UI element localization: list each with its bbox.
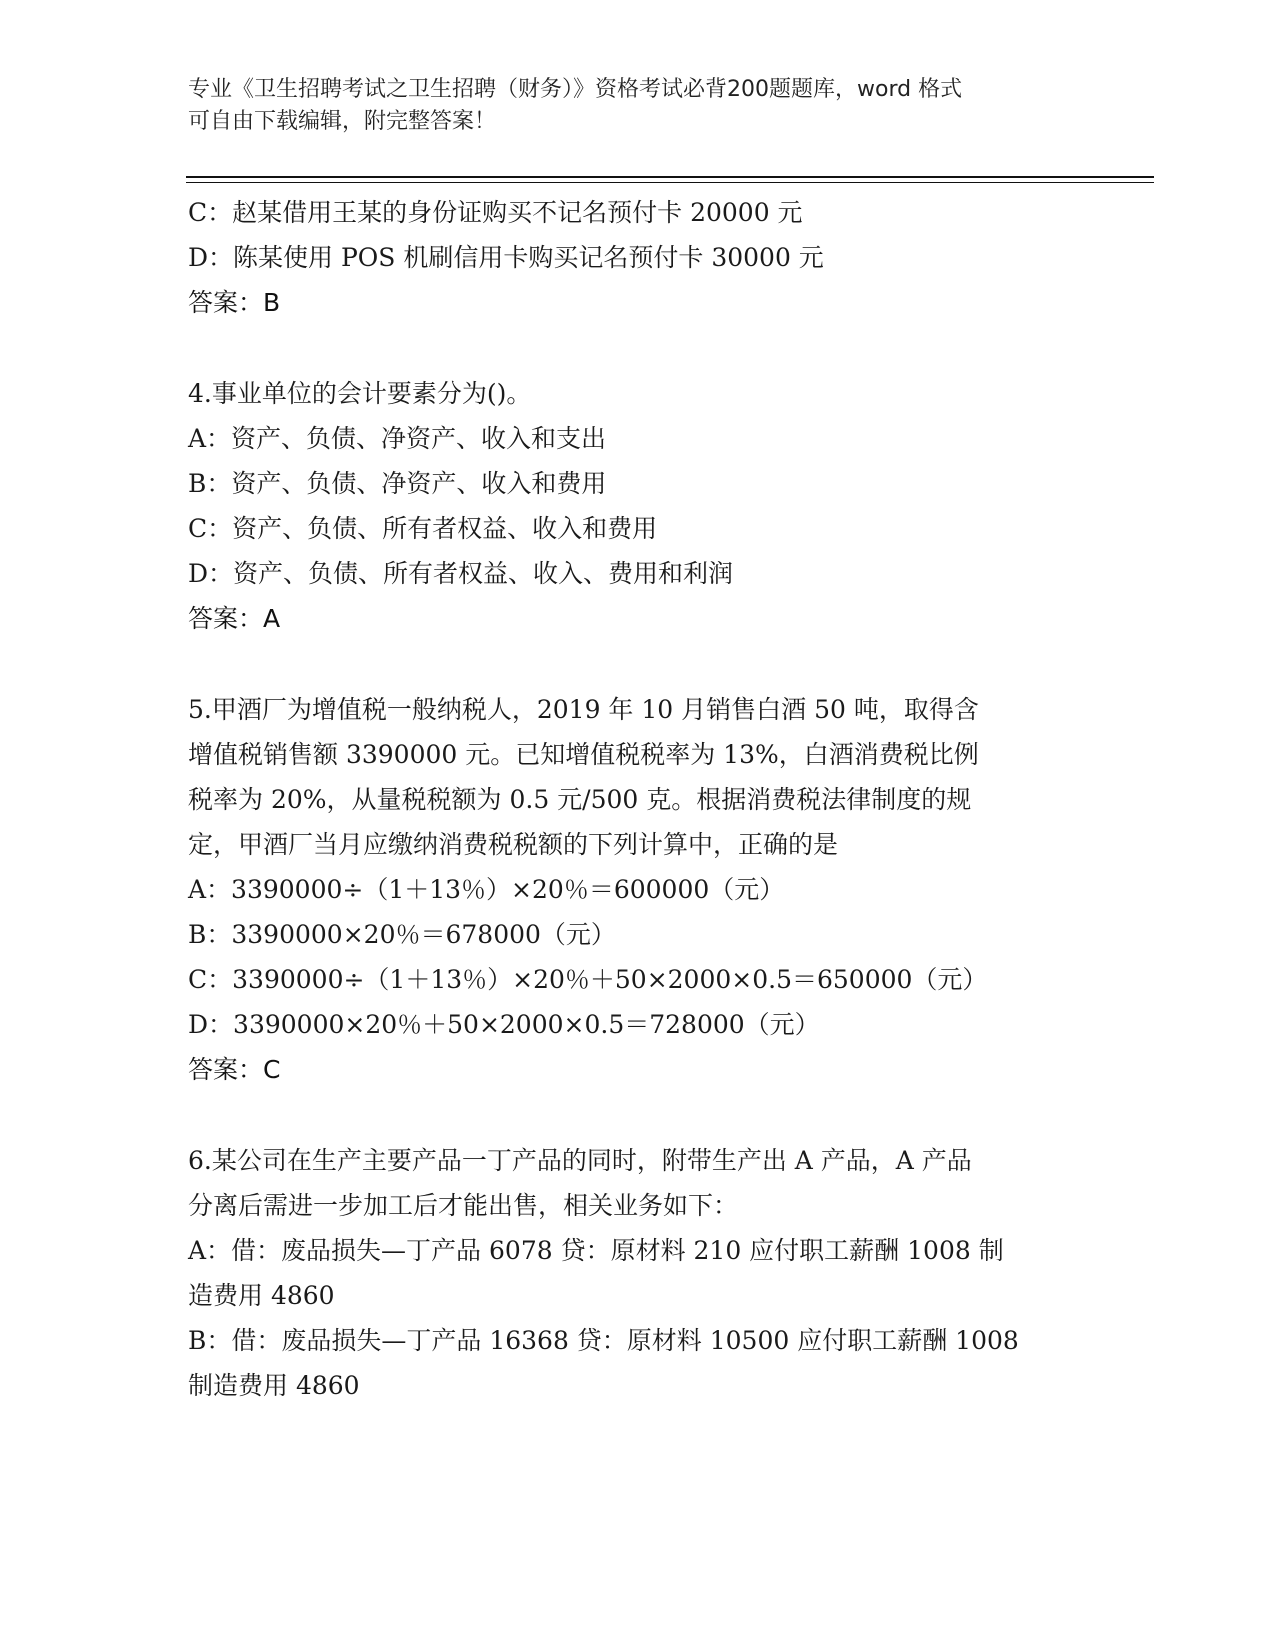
header-divider-thin [186,182,1154,183]
question-stem-line-2: 分离后需进一步加工后才能出售，相关业务如下： [188,1191,739,1220]
option-b-line-2: 制造费用 4860 [188,1371,360,1400]
question-stem: 4.事业单位的会计要素分为()。 [188,379,532,408]
option-d: D：资产、负债、所有者权益、收入、费用和利润 [188,559,734,588]
option-c: C：资产、负债、所有者权益、收入和费用 [188,514,658,543]
question-4 [188,371,1088,641]
question-stem-line-2: 增值税销售额 3390000 元。已知增值税税率为 13%，白酒消费税比例 [188,740,979,769]
document-header [188,74,1068,138]
option-c: C：3390000÷（1＋13％）×20％＋50×2000×0.5＝650000（元） [188,965,988,994]
answer-label: 答案：B [188,288,281,317]
answer-label: 答案：C [188,1055,281,1084]
question-stem-line-1: 6.某公司在生产主要产品一丁产品的同时，附带生产出 A 产品，A 产品 [188,1146,972,1175]
header-title-line-2: 可自由下载编辑，附完整答案！ [188,109,497,134]
option-c: C：赵某借用王某的身份证购买不记名预付卡 20000 元 [188,198,803,227]
question-5 [188,687,1088,1092]
question-stem-line-4: 定，甲酒厂当月应缴纳消费税税额的下列计算中，正确的是 [188,830,839,859]
header-divider-thick [186,176,1154,178]
option-a-line-1: A：借：废品损失—丁产品 6078 贷：原材料 210 应付职工薪酬 1008 制 [188,1236,1004,1265]
option-b-line-1: B：借：废品损失—丁产品 16368 贷：原材料 10500 应付职工薪酬 1008 [188,1326,1019,1355]
header-title-line-1: 专业《卫生招聘考试之卫生招聘（财务）》资格考试必背200题题库，word 格式 [188,77,963,102]
option-b: B：资产、负债、净资产、收入和费用 [188,469,607,498]
answer-label: 答案：A [188,604,281,633]
option-a-line-2: 造费用 4860 [188,1281,335,1310]
question-6 [188,1138,1088,1408]
option-a: A：资产、负债、净资产、收入和支出 [188,424,607,453]
question-3-tail [188,190,1088,325]
option-b: B：3390000×20％＝678000（元） [188,920,616,949]
question-stem-line-1: 5.甲酒厂为增值税一般纳税人，2019 年 10 月销售白酒 50 吨，取得含 [188,695,979,724]
option-d: D：3390000×20％＋50×2000×0.5＝728000（元） [188,1010,820,1039]
option-d: D：陈某使用 POS 机刷信用卡购买记名预付卡 30000 元 [188,243,824,272]
question-stem-line-3: 税率为 20%，从量税税额为 0.5 元/500 克。根据消费税法律制度的规 [188,785,972,814]
option-a: A：3390000÷（1＋13％）×20％＝600000（元） [188,875,785,904]
document-body [188,190,1088,1408]
